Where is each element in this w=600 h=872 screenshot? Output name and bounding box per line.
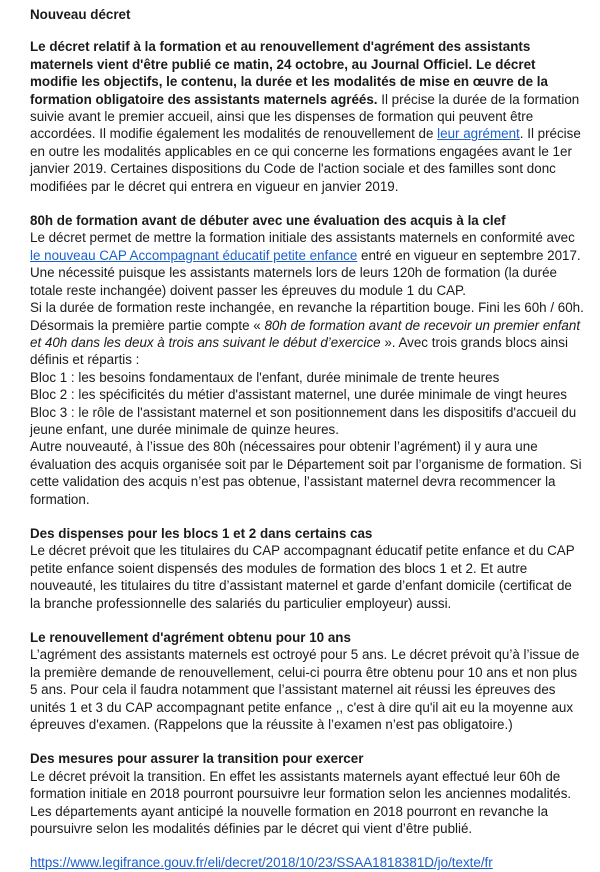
- section4-paragraph: Le décret prévoit la transition. En effet les assistants maternels ayant effectué leur 60h de formation initiale en 2018 pourront poursuivre leur formation selon les anciennes modalités. Les départements ayant anticipé la nouvelle formation en 2018 pourront en revanche la poursuivre selon les modalités définies par le décret qui vient d’être publié.: [30, 768, 572, 837]
- section1-paragraph4: Autre nouveauté, à l’issue des 80h (nécessaires pour obtenir l’agrément) il y aura une évaluation des acquis organisée soit par le Département soit par l’organisme de formation. Si cette validation des acquis n’est pas obtenue, l’assistant maternel devra recommencer la formation.: [30, 439, 582, 507]
- intro-paragraph: [30, 38, 584, 195]
- quote-outro: ». Avec trois grands blocs ainsi définis et répartis :: [30, 334, 568, 368]
- bloc-2: Bloc 2 : les spécificités du métier d'assistant maternel, une durée minimale de vingt heures: [30, 387, 567, 403]
- intro-text: Il précise la durée de la formation suivie avant le premier accueil, ainsi que les dispenses de formation qui peuvent être accordées. Il modifie également les modalités de renouvellement de: [30, 91, 580, 142]
- intro-text-end: . Il précise en outre les modalités applicables en ce qui concerne les formations engagées avant le 1er janvier 2019. Certaines dispositions du Code de l'action sociale et des familles sont donc modifiées par le décret qui entrera en vigueur en janvier 2019.: [30, 126, 581, 194]
- legifrance-link[interactable]: https://www.legifrance.gouv.fr/eli/decret/2018/10/23/SSAA1818381D/jo/texte/fr: [30, 855, 493, 871]
- section1-heading: 80h de formation avant de débuter avec une évaluation des acquis à la clef: [30, 213, 506, 229]
- quote-intro: Désormais la première partie compte «: [30, 317, 265, 333]
- section1-paragraph3: [30, 317, 584, 369]
- section1-text-end: entré en vigueur en septembre 2017. Une nécessité puisque les assistants maternels lors de leurs 120h de formation (la durée totale reste inchangée) doivent passer les épreuves du module 1 du CAP.: [30, 247, 581, 298]
- bloc-3: Bloc 3 : le rôle de l'assistant maternel et son positionnement dans les dispositifs d'accueil du jeune enfant, une durée minimale de quinze heures.: [30, 404, 577, 437]
- section3-paragraph: L’agrément des assistants maternels est octroyé pour 5 ans. Le décret prévoit qu’à l’issue de la première demande de renouvellement, celui-ci pourra être obtenu pour 10 ans et non plus 5 ans. Pour cela il faudra notamment que l’assistant maternel ait réussi les épreuves des unités 1 et 3 du CAP accompagnant petite enfance ,, c'est à dire qu'il ait eu la moyenne aux épreuves d'examen. (Rappelons que la réussite à l’examen n’est pas obligatoire.): [30, 647, 580, 733]
- section2-paragraph: Le décret prévoit que les titulaires du CAP accompagnant éducatif petite enfance et du CAP petite enfance soient dispensés des modules de formation des blocs 1 et 2. Et autre nouveauté, les titulaires du titre d’assistant maternel et garde d’enfant domicile (certificat de la branche professionnelle des salariés du particulier employeur) aussi.: [30, 543, 575, 611]
- section3-heading: Le renouvellement d'agrément obtenu pour 10 ans: [30, 630, 351, 645]
- section1-paragraph1: [30, 229, 584, 299]
- section4-heading: Des mesures pour assurer la transition pour exercer: [30, 751, 364, 767]
- intro-bold-text: Le décret relatif à la formation et au renouvellement d'agrément des assistants maternels vient d'être publié ce matin, 24 octobre, au Journal Officiel. Le décret modifie les objectifs, le contenu, la durée et les modalités de mise en œuvre de la formation obligatoire des assistants maternels agréés.: [30, 39, 548, 107]
- source-paragraph: [30, 854, 584, 871]
- section2-heading: Des dispenses pour les blocs 1 et 2 dans certains cas: [30, 525, 373, 541]
- section1-paragraph2: Si la durée de formation reste inchangée, en revanche la répartition bouge. Fini les 60h / 60h.: [30, 300, 584, 316]
- document-title: Nouveau décret: [30, 7, 131, 22]
- agrement-link[interactable]: leur agrément: [437, 126, 520, 142]
- cap-link[interactable]: le nouveau CAP Accompagnant éducatif petite enfance: [30, 247, 358, 263]
- bloc-1: Bloc 1 : les besoins fondamentaux de l'enfant, durée minimale de trente heures: [30, 369, 500, 385]
- quote-text: 80h de formation avant de recevoir un premier enfant et 40h dans les deux à trois ans suivant le début d’exercice: [30, 317, 581, 350]
- section1-text: Le décret permet de mettre la formation initiale des assistants maternels en conformité avec: [30, 230, 575, 246]
